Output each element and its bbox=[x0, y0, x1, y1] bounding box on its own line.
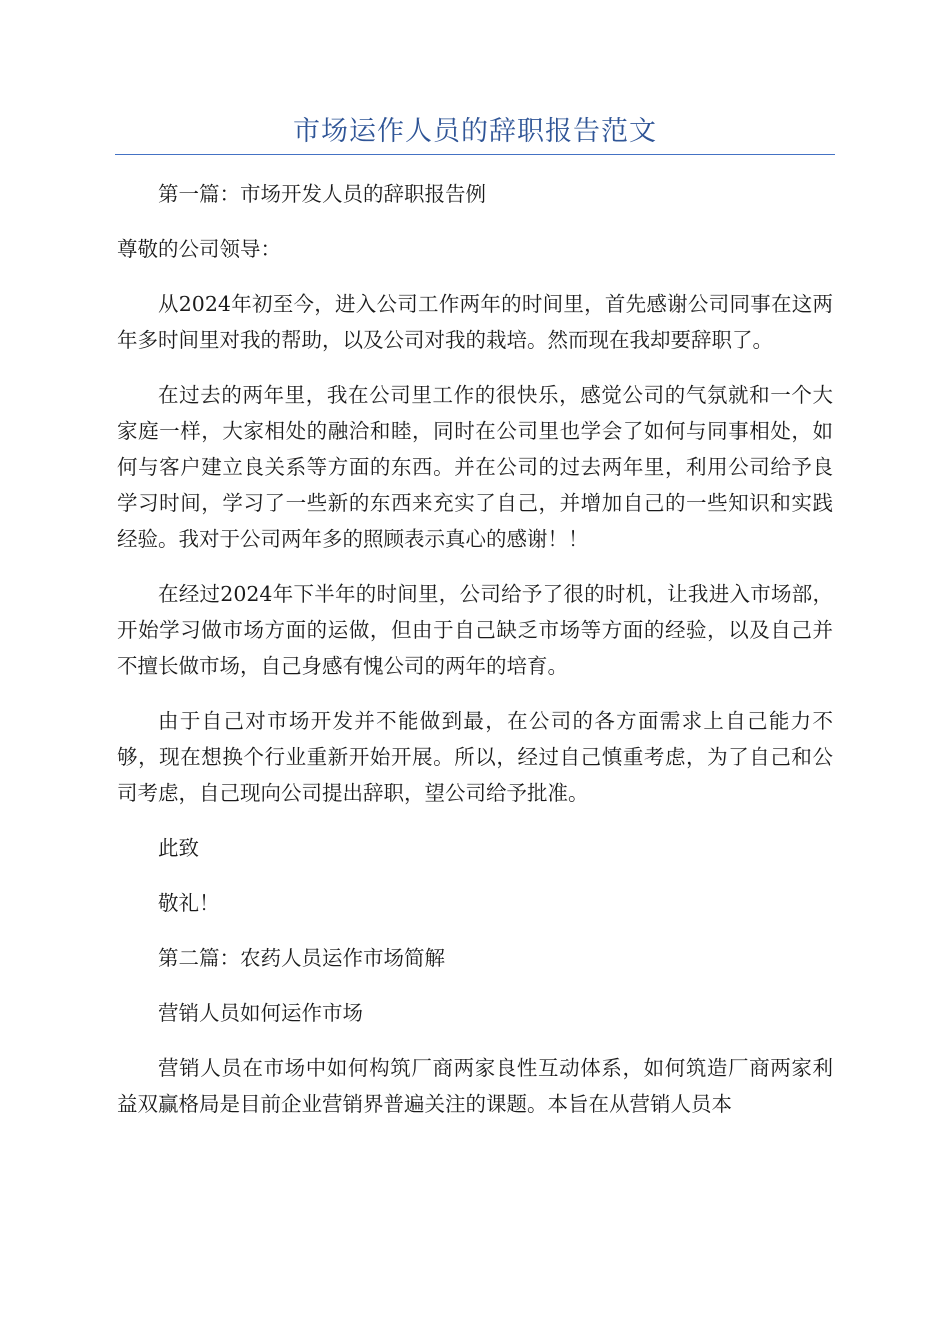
paragraph: 尊敬的公司领导： bbox=[117, 237, 281, 261]
paragraph: 敬礼！ bbox=[158, 891, 220, 915]
paragraph: 营销人员在市场中如何构筑厂商两家良性互动体系，如何筑造厂商两家利益双赢格局是目前企业营销界普遍关注的课题。本旨在从营销人员本 bbox=[117, 1056, 833, 1116]
document-body bbox=[117, 176, 833, 1141]
title-underline bbox=[115, 154, 835, 155]
document-title: 市场运作人员的辞职报告范文 bbox=[293, 116, 657, 147]
paragraph: 在过去的两年里，我在公司里工作的很快乐，感觉公司的气氛就和一个大家庭一样，大家相处的融洽和睦，同时在公司里也学会了如何与同事相处，如何与客户建立良关系等方面的东西。并在公司的过去两年里，利用公司给予良学习时间，学习了一些新的东西来充实了自己，并增加自己的一些知识和实践经验。我对于公司两年多的照顾表示真心的感谢！！ bbox=[117, 383, 833, 551]
paragraph: 第一篇：市场开发人员的辞职报告例 bbox=[158, 182, 486, 206]
paragraph: 从2024年初至今，进入公司工作两年的时间里，首先感谢公司同事在这两年多时间里对我的帮助，以及公司对我的栽培。然而现在我却要辞职了。 bbox=[117, 292, 833, 352]
paragraph: 在经过2024年下半年的时间里，公司给予了很的时机，让我进入市场部，开始学习做市场方面的运做，但由于自己缺乏市场等方面的经验，以及自己并不擅长做市场，自己身感有愧公司的两年的培育。 bbox=[117, 582, 833, 678]
paragraph: 第二篇：农药人员运作市场简解 bbox=[158, 946, 445, 970]
paragraph: 营销人员如何运作市场 bbox=[158, 1001, 363, 1025]
paragraph: 此致 bbox=[158, 836, 199, 860]
paragraph: 由于自己对市场开发并不能做到最，在公司的各方面需求上自己能力不够，现在想换个行业重新开始开展。所以，经过自己慎重考虑，为了自己和公司考虑，自己现向公司提出辞职，望公司给予批准。 bbox=[117, 709, 833, 805]
